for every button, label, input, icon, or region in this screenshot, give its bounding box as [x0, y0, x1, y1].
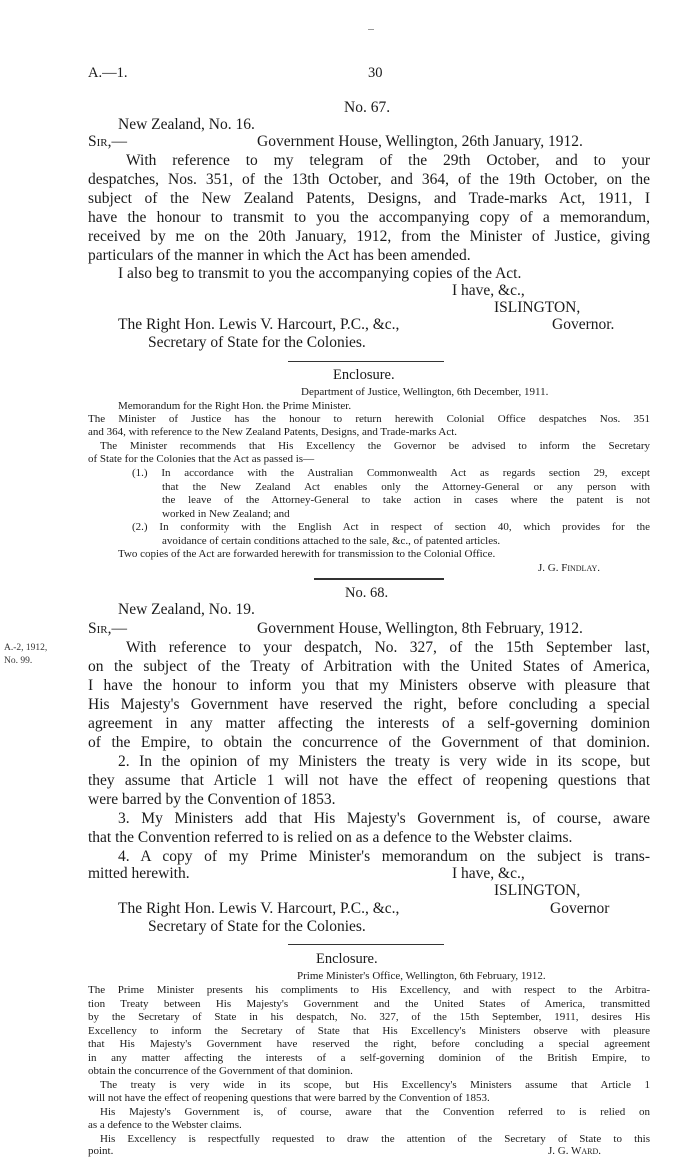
- body-line: 2. In the opinion of my Ministers the treaty is very wide in its scope, but: [118, 753, 650, 770]
- body-line: particulars of the manner in which the Act has been amended.: [88, 247, 471, 264]
- margin-note: No. 99.: [4, 656, 33, 666]
- enclosure-line: (2.) In conformity with the English Act in respect of section 40, which provides for the: [132, 521, 650, 533]
- body-line: I also beg to transmit to you the accompanying copies of the Act.: [118, 265, 522, 282]
- addressee: The Right Hon. Lewis V. Harcourt, P.C., &c.,: [118, 900, 400, 917]
- divider: [288, 361, 444, 362]
- body-line: subject of the New Zealand Patents, Designs, and Trade-marks Act, 1911, I: [88, 190, 650, 207]
- body-line: have the honour to transmit to you the accompanying copy of a memorandum,: [88, 209, 650, 226]
- page-header-left: A.—1.: [88, 65, 128, 81]
- enclosure-line: The Prime Minister presents his compliments to His Excellency, and with respect to the Arbitra-: [88, 984, 650, 996]
- enclosure-line: by the Secretary of State in his despatch, No. 327, of the 15th September, 1911, desires His: [88, 1011, 650, 1023]
- enclosure-line: will not have the effect of reopening questions that were barred by the Convention of 1853.: [88, 1092, 490, 1104]
- enclosure-line: that His Majesty's Government have reserved the right, before concluding a special agreement: [88, 1038, 650, 1050]
- salutation: Sir,—: [88, 133, 127, 150]
- signature-title: Governor.: [552, 316, 615, 333]
- enclosure-signature: J. G. Ward.: [548, 1145, 602, 1157]
- body-line: agreement in any matter affecting the interests of a self-governing dominion: [88, 715, 650, 732]
- body-line: received by me on the 20th January, 1912, from the Minister of Justice, giving: [88, 228, 650, 245]
- addressee-title: Secretary of State for the Colonies.: [148, 918, 366, 935]
- letter-from: New Zealand, No. 19.: [118, 601, 255, 618]
- salutation: Sir,—: [88, 620, 127, 637]
- enclosure-line: Two copies of the Act are forwarded herewith for transmission to the Colonial Office.: [118, 548, 496, 560]
- addressee-title: Secretary of State for the Colonies.: [148, 334, 366, 351]
- enclosure-line: worked in New Zealand; and: [162, 508, 290, 520]
- enclosure-line: tion Treaty between His Majesty's Government and the United States of America, transmitted: [88, 998, 650, 1010]
- body-line: despatches, Nos. 351, of the 13th October, and 364, of the 19th October, on the: [88, 171, 650, 188]
- enclosure-line: that the New Zealand Act enables only the Attorney-General or any person with: [162, 481, 650, 493]
- body-line: they assume that Article 1 will not have the effect of reopening questions that: [88, 772, 650, 789]
- signature: ISLINGTON,: [494, 299, 581, 316]
- signature-title: Governor: [550, 900, 610, 917]
- signature: ISLINGTON,: [494, 882, 581, 899]
- enclosure-line: The treaty is very wide in its scope, but His Excellency's Ministers assume that Article 1: [100, 1079, 650, 1091]
- address-date: Government House, Wellington, 26th January, 1912.: [257, 133, 583, 150]
- body-line: With reference to my telegram of the 29th October, and to your: [126, 152, 650, 169]
- margin-note: A.-2, 1912,: [4, 643, 48, 653]
- enclosure-heading: Enclosure.: [316, 951, 378, 967]
- body-line: With reference to your despatch, No. 327, of the 15th September last,: [126, 639, 650, 656]
- scan-mark: [368, 29, 374, 30]
- enclosure-line: Excellency to inform the Secretary of State that His Excellency's Ministers observe with pleasure: [88, 1025, 650, 1037]
- letter-number: No. 67.: [344, 99, 391, 116]
- enclosure-line: obtain the concurrence of the Government of that dominion.: [88, 1065, 353, 1077]
- enclosure-line: The Minister recommends that His Excellency the Governor be advised to inform the Secretary: [100, 440, 650, 452]
- enclosure-line: The Minister of Justice has the honour to return herewith Colonial Office despatches Nos. 351: [88, 413, 650, 425]
- enclosure-line: the leave of the Attorney-General to take action in cases where the patent is not: [162, 494, 650, 506]
- enclosure-line: His Majesty's Government is, of course, aware that the Convention referred to is relied on: [100, 1106, 650, 1118]
- enclosure-signature: J. G. Findlay.: [538, 562, 601, 574]
- enclosure-line: His Excellency is respectfully requested to draw the attention of the Secretary of State to this: [100, 1133, 650, 1145]
- address-date: Government House, Wellington, 8th February, 1912.: [257, 620, 583, 637]
- enclosure-line: and 364, with reference to the New Zealand Patents, Designs, and Trade-marks Act.: [88, 426, 458, 438]
- letter-number: No. 68.: [345, 585, 389, 601]
- enclosure-origin: Department of Justice, Wellington, 6th December, 1911.: [301, 386, 549, 398]
- body-line: I have the honour to inform you that my Ministers observe with pleasure that: [88, 677, 650, 694]
- closing: I have, &c.,: [452, 865, 525, 882]
- addressee: The Right Hon. Lewis V. Harcourt, P.C., &c.,: [118, 316, 400, 333]
- enclosure-origin: Prime Minister's Office, Wellington, 6th February, 1912.: [297, 970, 546, 982]
- enclosure-line: point.: [88, 1145, 114, 1157]
- body-line: on the subject of the Treaty of Arbitration with the United States of America,: [88, 658, 650, 675]
- enclosure-line: (1.) In accordance with the Australian Commonwealth Act as regards section 29, except: [132, 467, 650, 479]
- closing: I have, &c.,: [452, 282, 525, 299]
- body-line: that the Convention referred to is relied on as a defence to the Webster claims.: [88, 829, 573, 846]
- section-divider: [314, 578, 444, 580]
- memo-line: Memorandum for the Right Hon. the Prime Minister.: [118, 400, 352, 412]
- enclosure-heading: Enclosure.: [333, 367, 395, 383]
- body-line: were barred by the Convention of 1853.: [88, 791, 336, 808]
- enclosure-line: in any matter affecting the interests of a self-governing dominion of the British Empire, to: [88, 1052, 650, 1064]
- body-line: of the Empire, to obtain the concurrence of the Government of that dominion.: [88, 734, 650, 751]
- enclosure-line: as a defence to the Webster claims.: [88, 1119, 242, 1131]
- page-number: 30: [368, 65, 383, 81]
- body-line: His Majesty's Government have reserved the right, before concluding a special: [88, 696, 650, 713]
- letter-from: New Zealand, No. 16.: [118, 116, 255, 133]
- enclosure-line: avoidance of certain conditions attached to the sale, &c., of patented articles.: [162, 535, 501, 547]
- enclosure-line: of State for the Colonies that the Act as passed is—: [88, 453, 315, 465]
- body-line: mitted herewith.: [88, 865, 190, 882]
- body-line: 3. My Ministers add that His Majesty's Government is, of course, aware: [118, 810, 650, 827]
- divider: [288, 944, 444, 945]
- body-line: 4. A copy of my Prime Minister's memorandum on the subject is trans-: [118, 848, 650, 865]
